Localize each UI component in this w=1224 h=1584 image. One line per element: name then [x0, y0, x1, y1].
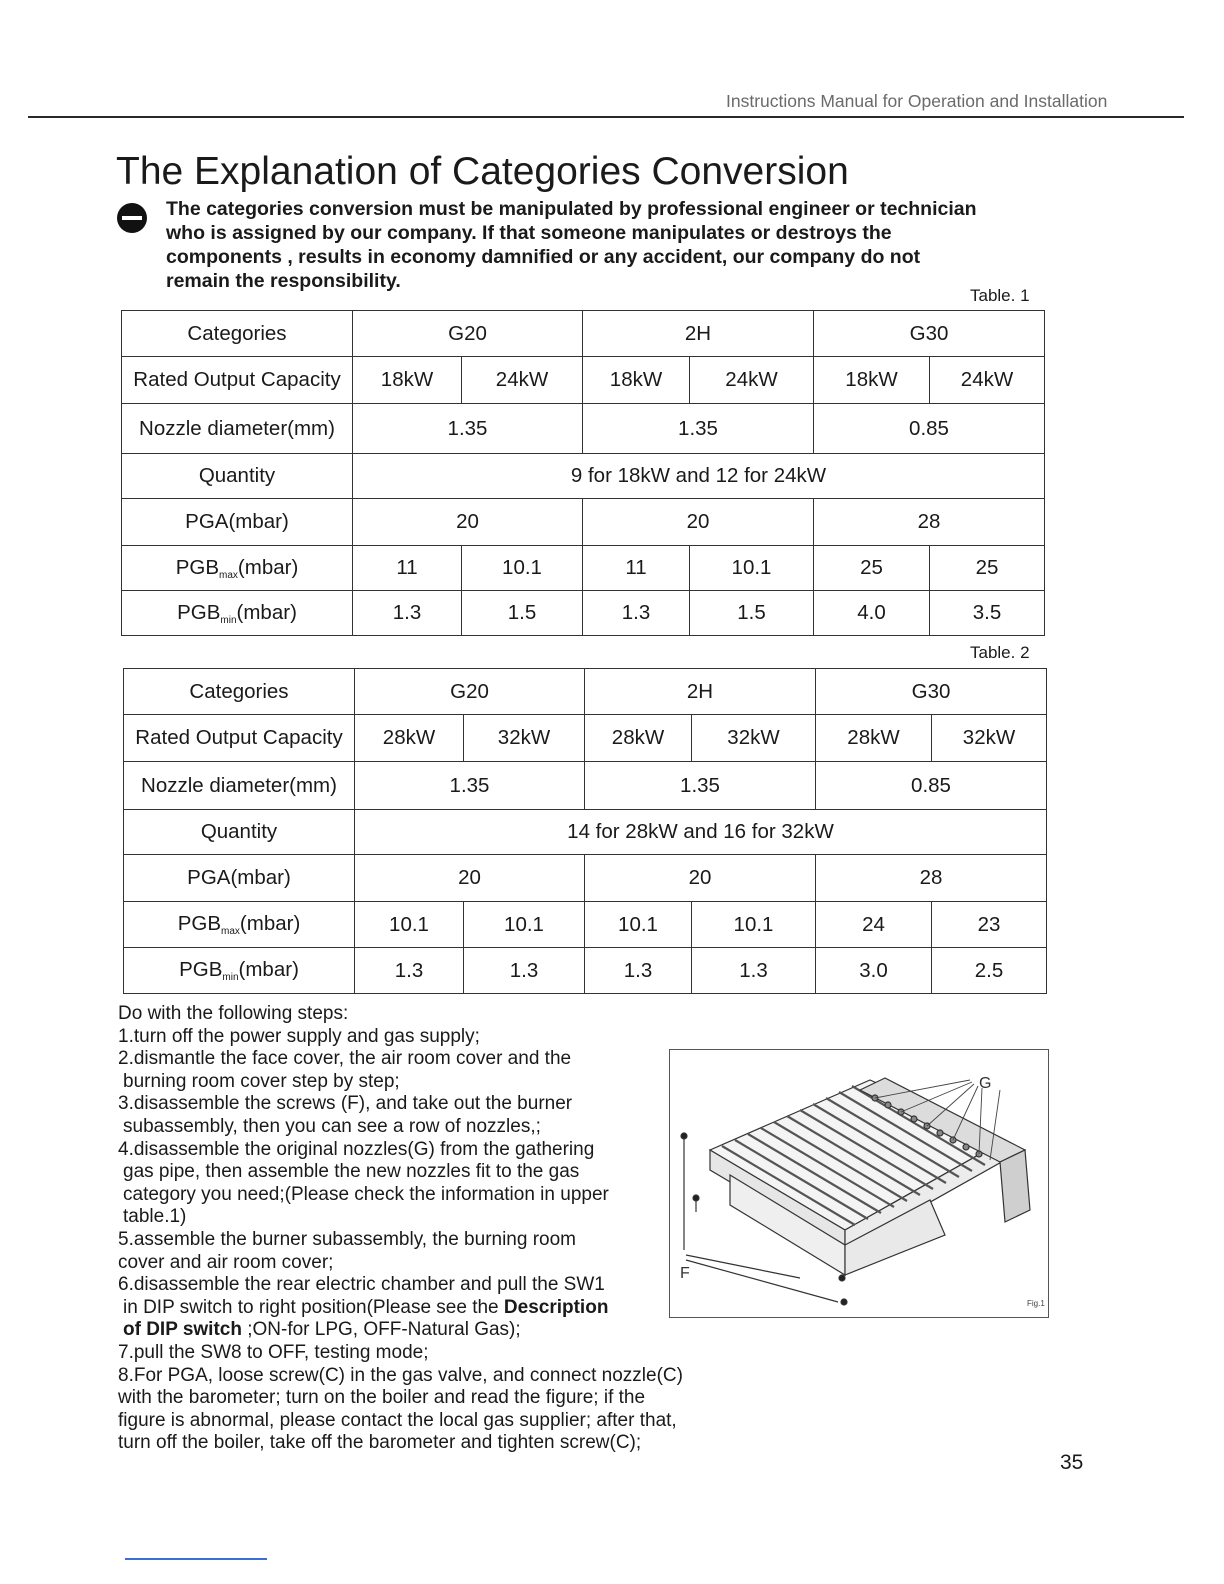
pgb-max-cell: 10.1	[692, 902, 816, 948]
category-cell: 2H	[585, 669, 816, 715]
page-number: 35	[1060, 1451, 1084, 1474]
rated-cell: 28kW	[816, 715, 932, 762]
step-line: 3.disassemble the screws (F), and take out the burner	[118, 1093, 573, 1115]
row-label-quantity: Quantity	[122, 454, 353, 499]
header-title: Instructions Manual for Operation and Installation	[726, 91, 1108, 111]
rated-cell: 18kW	[814, 357, 930, 404]
max-subscript: max	[219, 569, 238, 581]
pgb-symbol: PGB	[177, 600, 221, 624]
pga-cell: 20	[353, 499, 583, 546]
min-subscript: min	[220, 614, 237, 626]
step-line: table.1)	[123, 1206, 187, 1228]
row-label-quantity: Quantity	[124, 810, 355, 855]
rated-cell: 18kW	[583, 357, 690, 404]
warning-text: The categories conversion must be manipulated by professional engineer or technician who is assigned by our company. If that someone manipulates or destroys the components , results in economy damnified or any accident, our company do not remain the responsibility.	[166, 198, 977, 292]
row-label-pga: PGA(mbar)	[124, 855, 355, 902]
pgb-max-cell: 24	[816, 902, 932, 948]
nozzle-cell: 0.85	[814, 404, 1045, 454]
step-line: 5.assemble the burner subassembly, the burning room	[118, 1228, 577, 1250]
pga-cell: 20	[585, 855, 816, 902]
pgb-max-cell: 10.1	[355, 902, 464, 948]
pga-cell: 20	[355, 855, 585, 902]
pgb-symbol: PGB	[179, 958, 223, 981]
header-divider	[28, 116, 1184, 118]
dip-switch-reference: Description	[503, 1296, 609, 1318]
figure-label-g: G	[979, 1075, 992, 1092]
row-label-pgb-max	[124, 902, 355, 948]
prohibition-icon	[117, 203, 147, 233]
step-line: 6.disassemble the rear electric chamber and pull the SW1	[118, 1274, 605, 1296]
table2	[123, 668, 1047, 994]
row-label-pgb-max	[122, 546, 353, 591]
rated-cell: 24kW	[462, 357, 583, 404]
row-label-nozzle: Nozzle diameter(mm)	[122, 404, 353, 454]
step-line: subassembly, then you can see a row of nozzles,;	[123, 1115, 541, 1137]
pgb-max-cell: 10.1	[690, 546, 814, 591]
pgb-max-cell: 11	[353, 546, 462, 591]
figure-tag: Fig.1	[1027, 1299, 1045, 1308]
row-label-categories: Categories	[124, 669, 355, 715]
pgb-symbol: PGB	[177, 912, 222, 935]
category-cell: G20	[353, 311, 583, 357]
row-label-rated: Rated Output Capacity	[122, 357, 353, 404]
category-cell: 2H	[583, 311, 814, 357]
rated-cell: 28kW	[355, 715, 464, 762]
rated-cell: 24kW	[930, 357, 1045, 404]
pgb-min-cell: 1.3	[692, 948, 816, 994]
category-cell: G20	[355, 669, 585, 715]
step-line: turn off the boiler, take off the barometer and tighten screw(C);	[118, 1432, 642, 1454]
footer-line	[125, 1558, 267, 1560]
pgb-min-cell: 1.3	[464, 948, 585, 994]
table1	[121, 310, 1045, 636]
step-line: burning room cover step by step;	[123, 1070, 400, 1092]
step-line: gas pipe, then assemble the new nozzles fit to the gas	[123, 1161, 580, 1183]
table2-caption: Table. 2	[970, 643, 1030, 662]
pgb-max-cell: 11	[583, 546, 690, 591]
quantity-cell: 14 for 28kW and 16 for 32kW	[355, 810, 1047, 855]
step-text: ;ON-for LPG, OFF-Natural Gas);	[241, 1319, 521, 1341]
pgb-min-cell: 3.0	[816, 948, 932, 994]
row-label-pgb-min	[124, 948, 355, 994]
nozzle-cell: 1.35	[355, 762, 585, 810]
step-line: 1.turn off the power supply and gas supply;	[118, 1025, 480, 1047]
dip-switch-reference: of DIP switch	[123, 1319, 242, 1341]
step-line: 7.pull the SW8 to OFF, testing mode;	[118, 1341, 429, 1363]
max-subscript: max	[221, 926, 240, 937]
pgb-unit: (mbar)	[236, 600, 297, 624]
pgb-symbol: PGB	[175, 555, 220, 579]
rated-cell: 32kW	[464, 715, 585, 762]
step-line: 8.For PGA, loose screw(C) in the gas valve, and connect nozzle(C)	[118, 1364, 683, 1386]
table1-caption: Table. 1	[970, 286, 1030, 305]
step-text: in DIP switch to right position(Please see the	[123, 1296, 504, 1318]
quantity-cell: 9 for 18kW and 12 for 24kW	[353, 454, 1045, 499]
pgb-min-cell: 1.3	[583, 591, 690, 636]
figure-label-f: F	[680, 1265, 690, 1282]
rated-cell: 24kW	[690, 357, 814, 404]
category-cell: G30	[814, 311, 1045, 357]
pgb-min-cell: 1.5	[462, 591, 583, 636]
step-line: cover and air room cover;	[118, 1251, 334, 1273]
conversion-steps	[118, 1003, 738, 1455]
rated-cell: 32kW	[692, 715, 816, 762]
pga-cell: 28	[816, 855, 1047, 902]
pgb-min-cell: 1.3	[355, 948, 464, 994]
row-label-categories: Categories	[122, 311, 353, 357]
pga-cell: 20	[583, 499, 814, 546]
pgb-min-cell: 3.5	[930, 591, 1045, 636]
pgb-unit: (mbar)	[238, 958, 299, 981]
step-line	[118, 1319, 738, 1342]
rated-cell: 28kW	[585, 715, 692, 762]
pgb-max-cell: 10.1	[464, 902, 585, 948]
pgb-max-cell: 10.1	[462, 546, 583, 591]
pgb-unit: (mbar)	[239, 912, 301, 935]
pgb-min-cell: 4.0	[814, 591, 930, 636]
category-cell: G30	[816, 669, 1047, 715]
pgb-min-cell: 1.3	[585, 948, 692, 994]
step-line	[118, 1297, 738, 1320]
min-subscript: min	[222, 972, 239, 983]
pgb-min-cell: 1.5	[690, 591, 814, 636]
pgb-max-cell: 25	[814, 546, 930, 591]
row-label-pga: PGA(mbar)	[122, 499, 353, 546]
row-label-rated: Rated Output Capacity	[124, 715, 355, 762]
rated-cell: 18kW	[353, 357, 462, 404]
pgb-unit: (mbar)	[237, 555, 299, 579]
nozzle-cell: 1.35	[353, 404, 583, 454]
pgb-min-cell: 2.5	[932, 948, 1047, 994]
rated-cell: 32kW	[932, 715, 1047, 762]
pgb-min-cell: 1.3	[353, 591, 462, 636]
pgb-max-cell: 23	[932, 902, 1047, 948]
page-title: The Explanation of Categories Conversion	[116, 150, 849, 193]
step-line: category you need;(Please check the information in upper	[123, 1183, 609, 1205]
nozzle-cell: 1.35	[585, 762, 816, 810]
steps-intro: Do with the following steps:	[118, 1003, 349, 1024]
step-line: with the barometer; turn on the boiler and read the figure; if the	[118, 1387, 646, 1409]
step-line: 4.disassemble the original nozzles(G) from the gathering	[118, 1138, 595, 1160]
nozzle-cell: 0.85	[816, 762, 1047, 810]
row-label-pgb-min	[122, 591, 353, 636]
row-label-nozzle: Nozzle diameter(mm)	[124, 762, 355, 810]
step-line: figure is abnormal, please contact the local gas supplier; after that,	[118, 1409, 677, 1431]
nozzle-cell: 1.35	[583, 404, 814, 454]
pgb-max-cell: 10.1	[585, 902, 692, 948]
pga-cell: 28	[814, 499, 1045, 546]
burner-figure	[669, 1049, 1049, 1318]
step-line: 2.dismantle the face cover, the air room cover and the	[118, 1048, 572, 1070]
pgb-max-cell: 25	[930, 546, 1045, 591]
